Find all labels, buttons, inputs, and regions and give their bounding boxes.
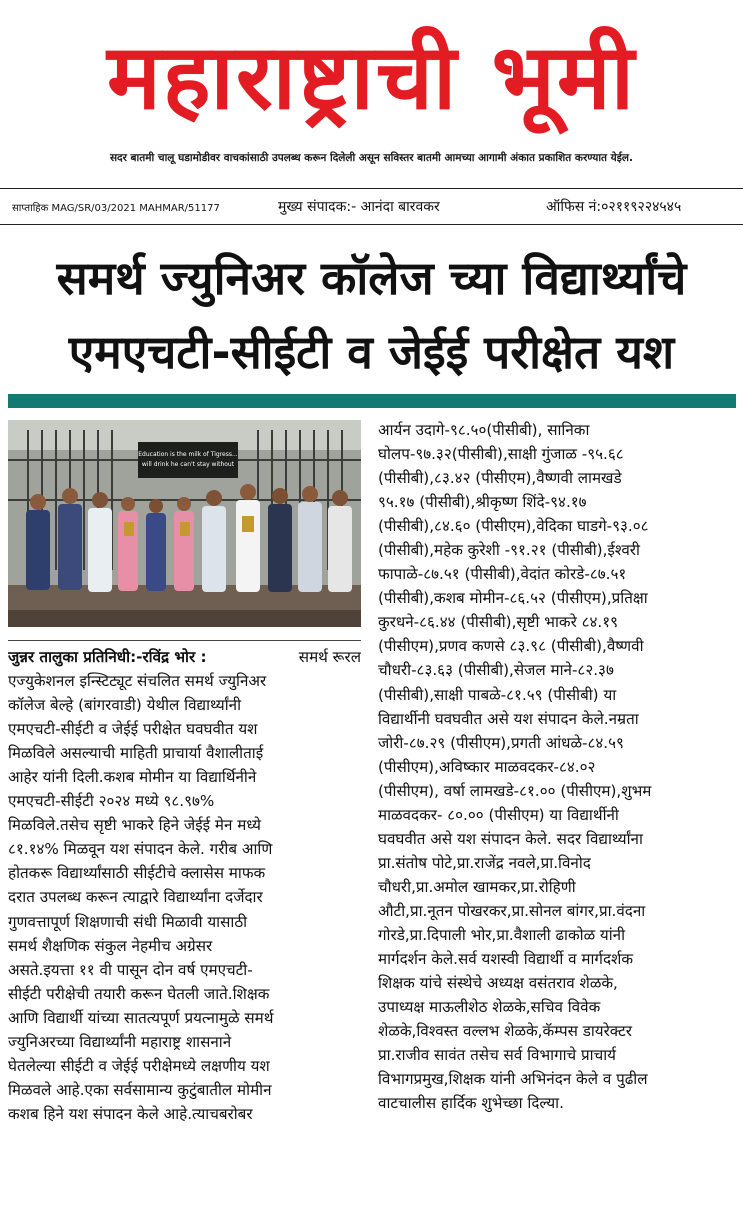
section-divider-bar: [8, 394, 736, 408]
article-line: मिळवले आहे.एका सर्वसामान्य कुटुंबातील मोमीन: [8, 1080, 272, 1099]
article-line: सीईटी परीक्षेची तयारी करून घेतली जाते.शिक्षक: [8, 984, 270, 1003]
article-line: चौधरी,प्रा.अमोल खामकर,प्रा.रोहिणी: [378, 877, 576, 896]
masthead-notice: सदर बातमी चालू घडामोडीवर वाचकांसाठी उपलब्ध करून दिलेली असून सविस्तर बातमी आमच्या आगामी अंकात प्रकाशित करण्यात येईल.: [109, 152, 634, 164]
article-line: शिक्षक यांचे संस्थेचे अध्यक्ष वसंतराव शेळके,: [378, 974, 618, 993]
byline: जुन्नर तालुका प्रतिनिधी:-रविंद्र भोर :: [8, 648, 207, 666]
article-line: एज्युकेशनल इन्स्टिट्यूट संचलित समर्थ ज्युनिअर: [8, 672, 267, 691]
divider: [0, 188, 743, 189]
article-line: विद्यार्थीनी घवघवीत असे यश संपादन केले.नम्रता: [378, 709, 639, 728]
article-line: चौधरी-८३.६३ (पीसीबी),सेजल माने-८२.३७: [378, 661, 614, 680]
news-photo: [8, 420, 361, 627]
article-line: गोरडे,प्रा.दिपाली भोर,प्रा.वैशाली ढाकोळ यांनी: [378, 925, 626, 944]
divider: [8, 640, 361, 641]
article-line: जोरी-८७.२९ (पीसीएम),प्रगती आंधळे-८४.५९: [378, 733, 624, 752]
article-line: प्रा.राजीव सावंत तसेच सर्व विभागाचे प्राचार्य: [378, 1046, 616, 1065]
article-line: [8, 645, 361, 669]
article-line: (पीसीबी),८४.६० (पीसीएम),वेदिका घाडगे-९३.०८: [378, 517, 649, 536]
article-line: प्रा.संतोष पोटे,प्रा.राजेंद्र नवले,प्रा.विनोद: [378, 853, 591, 872]
article-line: ८१.१४% मिळवून यश संपादन केले. गरीब आणि: [8, 840, 273, 859]
article-line: घोलप-९७.३२(पीसीबी),साक्षी गुंजाळ -९५.६८: [378, 445, 624, 464]
article-line: ज्युनिअरच्या विद्यार्थ्यांनी महाराष्ट्र शासनाने: [8, 1032, 232, 1051]
article-line: शेळके,विश्वस्त वल्लभ शेळके,कॅम्पस डायरेक्टर: [378, 1022, 632, 1041]
article-left-column: [8, 645, 361, 1126]
article-line: फापाळे-८७.५१ (पीसीबी),वेदांत कोरडे-८७.५१: [378, 565, 627, 584]
article-line: कशब हिने यश संपादन केले आहे.त्याचबरोबर: [8, 1104, 253, 1123]
article-line: (पीसीएम), वर्षा लामखडे-८१.०० (पीसीएम),शुभम: [378, 781, 652, 800]
chief-editor: मुख्य संपादक:- आनंदा बारवकर: [278, 199, 440, 215]
article-line: एमएचटी-सीईटी व जेईई परीक्षेत घवघवीत यश: [8, 720, 258, 739]
article-line: समर्थ शैक्षणिक संकुल नेहमीच अग्रेसर: [8, 936, 213, 955]
photo-banner-text-2: will drink he can't stay without: [141, 461, 235, 468]
registration-number: साप्ताहिक MAG/SR/03/2021 MAHMAR/51177: [12, 203, 220, 214]
article-line: कॉलेज बेल्हे (बांगरवाडी) येथील विद्यार्थ्यांनी: [8, 696, 242, 715]
article-line: (पीसीबी),महेक कुरेशी -९१.२१ (पीसीबी),ईश्वरी: [378, 541, 640, 560]
article-line: औटी,प्रा.नूतन पोखरकर,प्रा.सोनल बांगर,प्रा.वंदना: [378, 901, 646, 920]
headline-line-2: एमएचटी-सीईटी व जेईई परीक्षेत यश: [68, 325, 675, 379]
article-line-text: समर्थ रूरल: [298, 648, 361, 666]
article-line: (पीसीबी),साक्षी पाबळे-८१.५९ (पीसीबी) या: [378, 685, 617, 704]
masthead-title: महाराष्ट्राची भूमी: [106, 25, 637, 130]
info-bar: [0, 196, 743, 220]
photo-banner-text: Education is the milk of Tigress...: [138, 451, 238, 458]
article-line: असते.इयत्ता ११ वी पासून दोन वर्ष एमएचटी-: [8, 960, 253, 979]
article-line: (पीसीएम),प्रणव कणसे ८३.९८ (पीसीबी),वैष्णवी: [378, 637, 644, 656]
article-line: आहेर यांनी दिली.कशब मोमीन या विद्यार्थिनीने: [8, 768, 257, 787]
article-line: आर्यन उदागे-९८.५०(पीसीबी), सानिका: [378, 421, 590, 439]
article-right-column: [378, 418, 736, 1115]
article-line: दरात उपलब्ध करून त्याद्वारे विद्यार्थ्यांना दर्जेदार: [8, 888, 263, 907]
article-line: एमएचटी-सीईटी २०२४ मध्ये ९८.९७%: [8, 792, 215, 811]
article-line: गुणवत्तापूर्ण शिक्षणाची संधी मिळावी यासाठी: [8, 912, 248, 931]
article-line: (पीसीबी),कशब मोमीन-८६.५२ (पीसीएम),प्रतिक्षा: [378, 589, 648, 608]
article-line: (पीसीएम),अविष्कार माळवदकर-८४.०२: [378, 757, 596, 776]
headline-line-1: समर्थ ज्युनिअर कॉलेज च्या विद्यार्थ्यांचे: [56, 251, 687, 305]
article-line: वाटचालीस हार्दिक शुभेच्छा दिल्या.: [378, 1094, 564, 1113]
article-line: घवघवीत असे यश संपादन केले. सदर विद्यार्थ्यांना: [378, 829, 643, 848]
group-photo-illustration: [8, 420, 361, 627]
article-line: आणि विद्यार्थी यांच्या सातत्यपूर्ण प्रयत्नामुळे समर्थ: [8, 1008, 274, 1027]
article-line: माळवदकर- ८०.०० (पीसीएम) या विद्यार्थीनी: [378, 805, 619, 824]
article-line: मिळविले.तसेच सृष्टी भाकरे हिने जेईई मेन मध्ये: [8, 816, 261, 835]
article-line: उपाध्यक्ष माऊलीशेठ शेळके,सचिव विवेक: [378, 998, 601, 1017]
article-line: मिळविले असल्याची माहिती प्राचार्या वैशालीताई: [8, 744, 264, 763]
divider: [0, 224, 743, 225]
office-phone: ऑफिस नं:०२११९२२४५४५: [546, 199, 682, 215]
article-line: ९५.१७ (पीसीबी),श्रीकृष्ण शिंदे-९४.१७: [378, 493, 587, 512]
article-line: होतकरू विद्यार्थ्यांसाठी सीईटीचे क्लासेस माफक: [8, 864, 266, 883]
article-line: घेतलेल्या सीईटी व जेईई परीक्षेमध्ये लक्षणीय यश: [8, 1056, 270, 1075]
article-line: कुरधने-८६.४४ (पीसीबी),सृष्टी भाकरे ८४.१९: [378, 613, 619, 632]
article-line: विभागप्रमुख,शिक्षक यांनी अभिनंदन केले व पुढील: [378, 1070, 648, 1089]
article-line: मार्गदर्शन केले.सर्व यशस्वी विद्यार्थी व मार्गदर्शक: [378, 950, 634, 969]
article-line: (पीसीबी),८३.४२ (पीसीएम),वैष्णवी लामखडे: [378, 469, 622, 488]
